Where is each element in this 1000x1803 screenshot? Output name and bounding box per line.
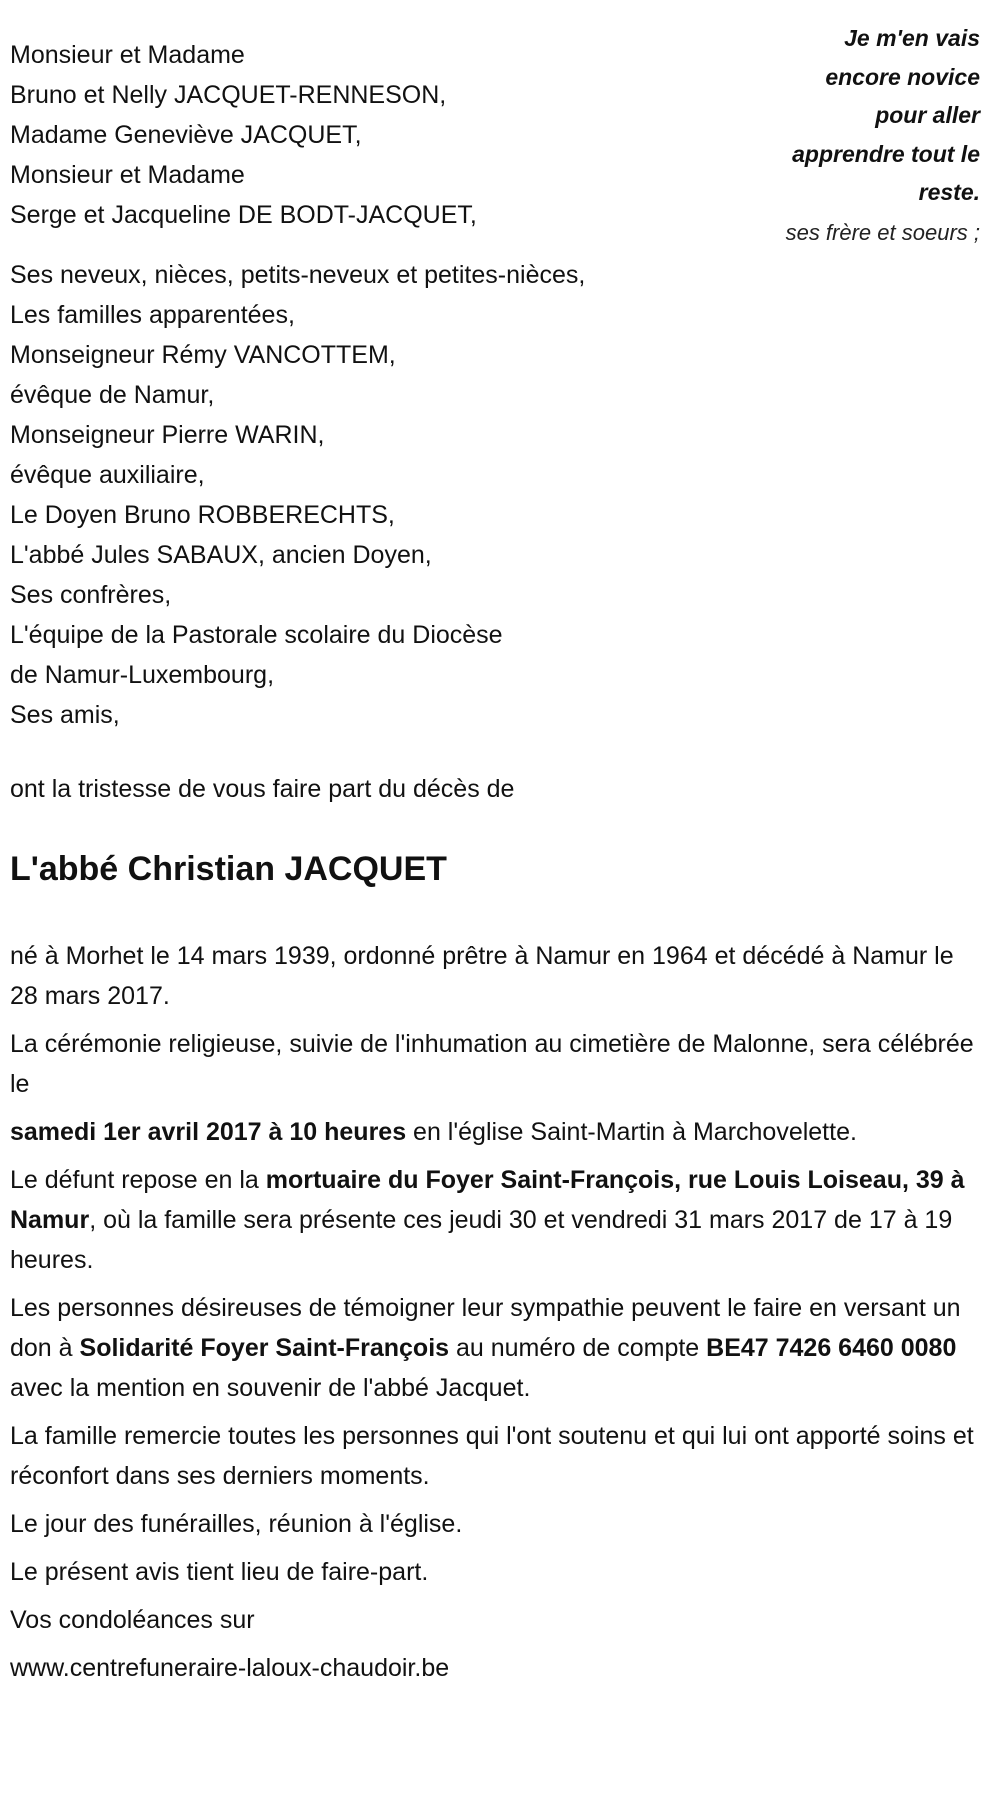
notice-body <box>10 936 985 1696</box>
donation-text: Les personnes désireuses de témoigner leur sympathie peuvent le faire en versant un don à <box>10 1294 961 1362</box>
announcement: ont la tristesse de vous faire part du décès de <box>10 775 515 803</box>
ceremony-place: en l'église Saint-Martin à Marchovelette. <box>406 1118 857 1146</box>
quote-line: pour aller <box>875 102 980 128</box>
donation-text: avec la mention en souvenir de l'abbé Jacquet. <box>10 1374 531 1402</box>
deceased-name: L'abbé Christian JACQUET <box>10 850 447 888</box>
family-line: Monsieur et Madame <box>10 161 245 189</box>
website-link[interactable]: www.centrefuneraire-laloux-chaudoir.be <box>10 1654 450 1682</box>
thanks-paragraph: La famille remercie toutes les personnes qui l'ont soutenu et qui lui ont apporté soins et réconfort dans ses derniers moments. <box>10 1422 974 1490</box>
others-line: Ses neveux, nièces, petits-neveux et petites-nièces, <box>10 261 586 289</box>
family-line: Bruno et Nelly JACQUET-RENNESON, <box>10 81 447 109</box>
others-line: de Namur-Luxembourg, <box>10 661 275 689</box>
family-line: Serge et Jacqueline DE BODT-JACQUET, <box>10 201 477 229</box>
repose-text: Le défunt repose en la <box>10 1166 266 1194</box>
date-paragraph <box>10 1112 985 1152</box>
donation-recipient: Solidarité Foyer Saint-François <box>79 1334 450 1362</box>
others-line: L'abbé Jules SABAUX, ancien Doyen, <box>10 541 432 569</box>
others-line: Le Doyen Bruno ROBBERECHTS, <box>10 501 395 529</box>
repose-paragraph <box>10 1160 985 1280</box>
others-line: évêque auxiliaire, <box>10 461 205 489</box>
quote-line: apprendre tout le <box>792 140 980 167</box>
repose-times: , où la famille sera présente ces jeudi 30 et vendredi 31 mars 2017 de 17 à 19 heures. <box>10 1206 953 1274</box>
ceremony-date: samedi 1er avril 2017 à 10 heures <box>10 1118 407 1146</box>
account-number: BE47 7426 6460 0080 <box>706 1334 957 1362</box>
quote-block <box>786 19 980 254</box>
donation-text: au numéro de compte <box>449 1334 707 1362</box>
ceremony-paragraph: La cérémonie religieuse, suivie de l'inhumation au cimetière de Malonne, sera célébrée le <box>10 1030 974 1098</box>
notice-paragraph: Le présent avis tient lieu de faire-part. <box>10 1558 429 1586</box>
quote-signature: ses frère et soeurs ; <box>785 219 980 245</box>
family-list <box>10 35 477 235</box>
others-line: évêque de Namur, <box>10 381 215 409</box>
birth-paragraph: né à Morhet le 14 mars 1939, ordonné prêtre à Namur en 1964 et décédé à Namur le 28 mars 2017. <box>10 942 954 1010</box>
others-line: Ses amis, <box>10 701 120 729</box>
donation-paragraph <box>10 1288 985 1408</box>
others-line: Ses confrères, <box>10 581 172 609</box>
family-line: Monsieur et Madame <box>10 41 245 69</box>
others-line: Monseigneur Pierre WARIN, <box>10 421 325 449</box>
others-list <box>10 255 585 735</box>
condolences-paragraph: Vos condoléances sur <box>10 1606 255 1634</box>
quote-line: Je m'en vais <box>844 25 980 51</box>
others-line: Monseigneur Rémy VANCOTTEM, <box>10 341 396 369</box>
repose-location: mortuaire du Foyer Saint-François, rue Louis Loiseau, 39 à Namur <box>10 1166 965 1234</box>
quote-line: reste. <box>918 179 980 205</box>
others-line: Les familles apparentées, <box>10 301 295 329</box>
quote-line: encore novice <box>825 63 980 90</box>
meeting-paragraph: Le jour des funérailles, réunion à l'église. <box>10 1510 463 1538</box>
family-line: Madame Geneviève JACQUET, <box>10 121 362 149</box>
others-line: L'équipe de la Pastorale scolaire du Diocèse <box>10 621 503 649</box>
